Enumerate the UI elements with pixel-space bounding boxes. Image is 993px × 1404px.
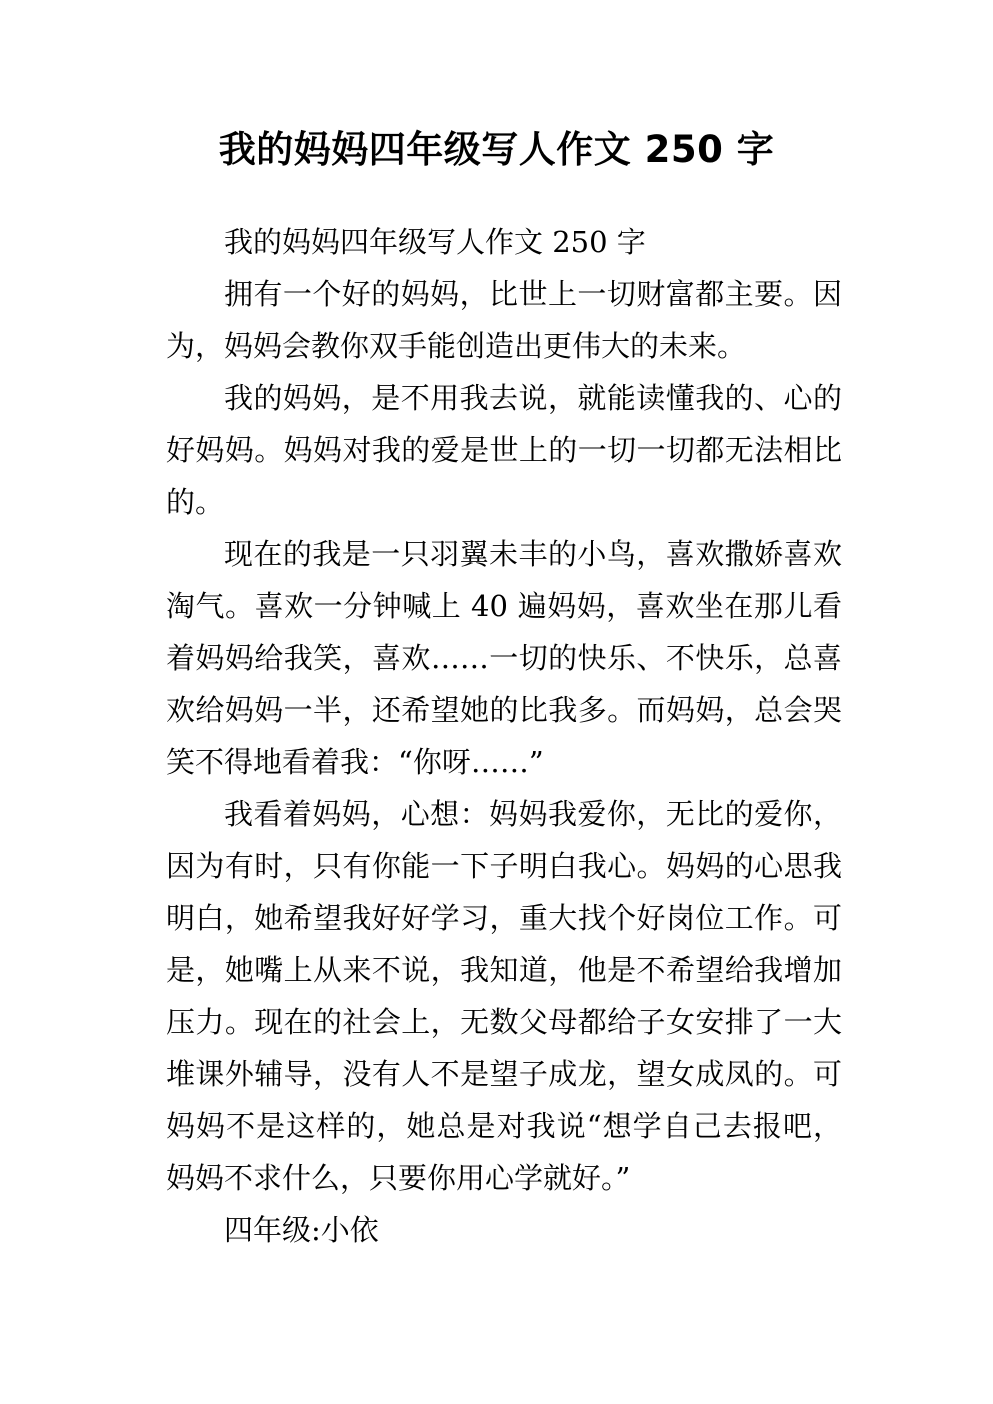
paragraph-1: 拥有一个好的妈妈，比世上一切财富都主要。因为，妈妈会教你双手能创造出更伟大的未来。 — [166, 277, 842, 363]
paragraph-subtitle: 我的妈妈四年级写人作文 250 字 — [224, 225, 646, 259]
paragraph-3: 现在的我是一只羽翼未丰的小鸟，喜欢撒娇喜欢淘气。喜欢一分钟喊上 40 遍妈妈，喜欢坐在那儿看着妈妈给我笑，喜欢……一切的快乐、不快乐，总喜欢给妈妈一半，还希望她的比我多。而妈妈，总会哭笑不得地看着我：“你呀……” — [166, 537, 842, 779]
paragraph-4: 我看着妈妈，心想：妈妈我爱你，无比的爱你，因为有时，只有你能一下子明白我心。妈妈的心思我明白，她希望我好好学习，重大找个好岗位工作。可是，她嘴上从来不说，我知道，他是不希望给我增加压力。现在的社会上，无数父母都给子女安排了一大堆课外辅导，没有人不是望子成龙，望女成凤的。可妈妈不是这样的，她总是对我说“想学自己去报吧，妈妈不求什么，只要你用心学就好。” — [166, 797, 842, 1195]
author-signature: 四年级:小依 — [224, 1213, 379, 1247]
article-body — [166, 216, 842, 1256]
paragraph-2: 我的妈妈，是不用我去说，就能读懂我的、心的好妈妈。妈妈对我的爱是世上的一切一切都无法相比的。 — [166, 381, 842, 519]
page-title: 我的妈妈四年级写人作文 250 字 — [218, 128, 775, 171]
